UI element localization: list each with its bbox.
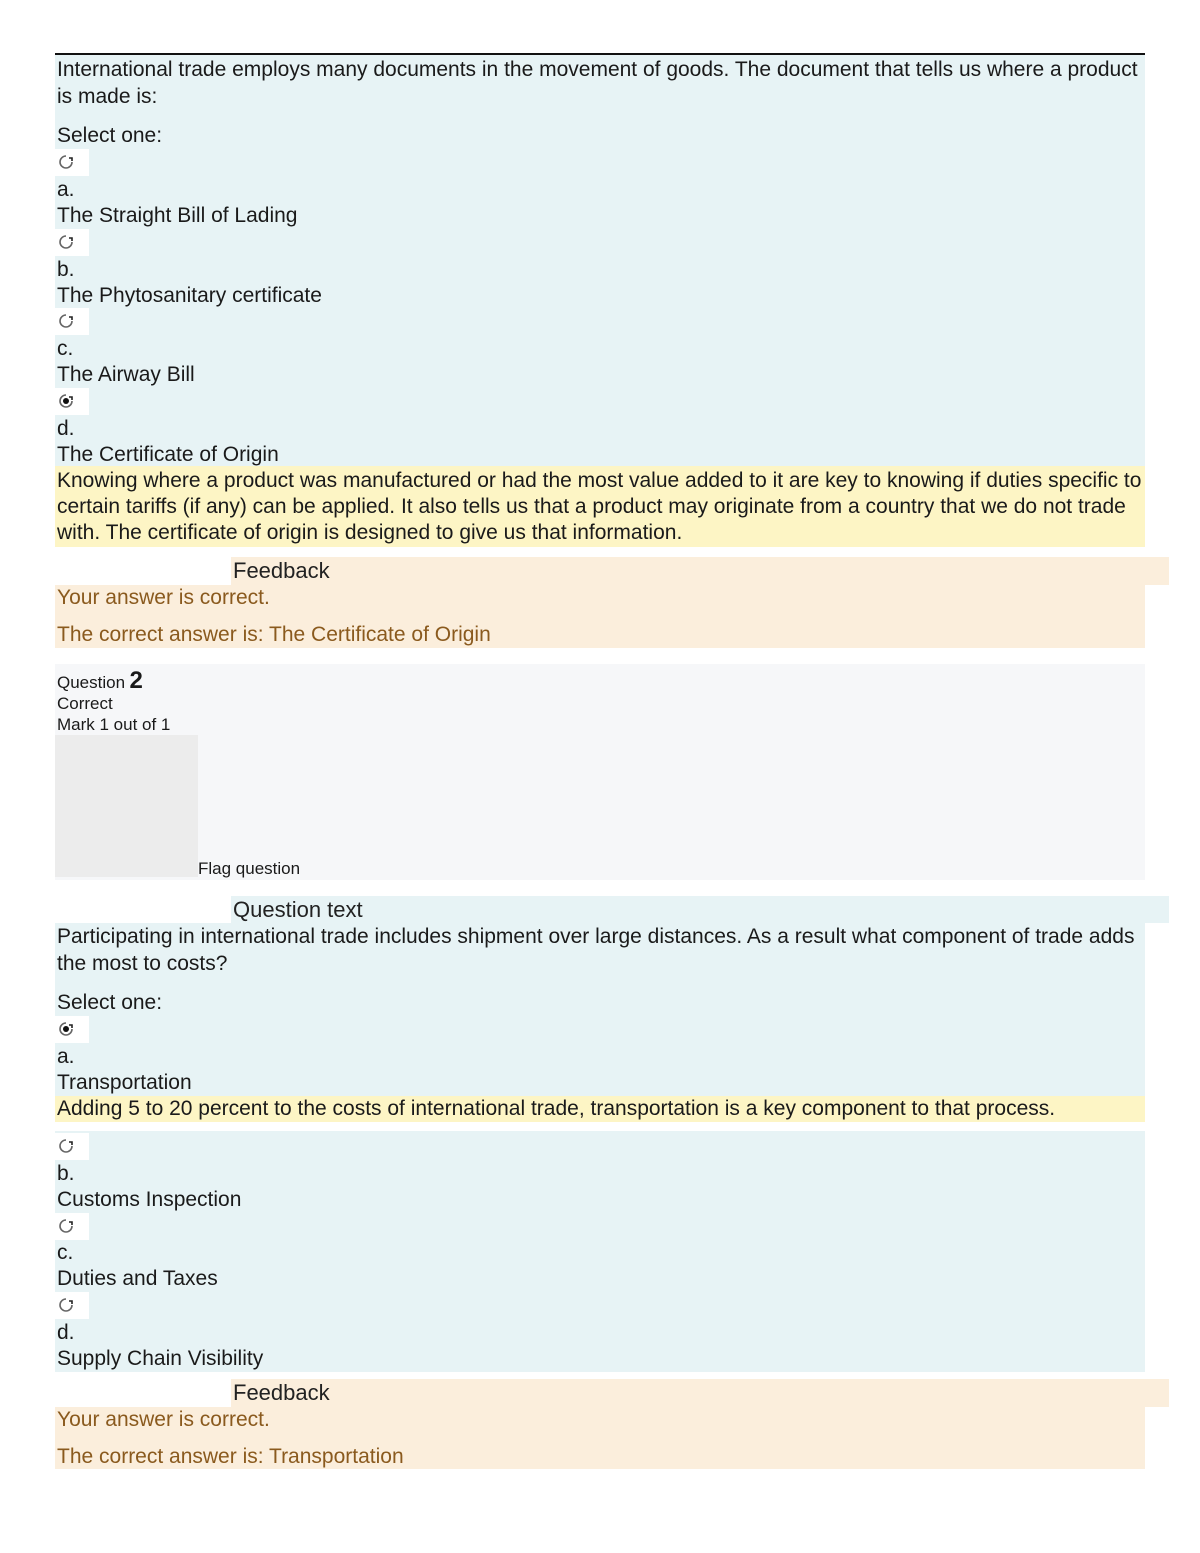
question-2-text-heading: Question text	[233, 897, 363, 922]
q2-option-a-radio-selected[interactable]	[59, 1022, 73, 1036]
q2-feedback-heading-bar	[231, 1379, 1169, 1407]
question-2-prompt: Select one:	[57, 991, 163, 1014]
q1-option-b-radio[interactable]	[59, 235, 73, 249]
question-2-number: 2	[129, 667, 143, 694]
q1-feedback-heading: Feedback	[233, 558, 330, 583]
question-2-label: Question	[57, 673, 126, 692]
question-1-prompt: Select one:	[57, 124, 163, 147]
question-2-number-line	[57, 668, 143, 696]
question-1-text: International trade employs many documents in the movement of goods. The document that tells us where a product is made is:	[57, 58, 1138, 108]
q1-option-a-letter: a.	[57, 178, 75, 201]
q2-option-b-radio[interactable]	[59, 1139, 73, 1153]
q2-correct-answer: The correct answer is: Transportation	[57, 1445, 404, 1468]
q1-option-b-label[interactable]: The Phytosanitary certificate	[57, 284, 322, 307]
q1-option-a-label[interactable]: The Straight Bill of Lading	[57, 204, 298, 227]
q2-feedback-heading: Feedback	[233, 1380, 330, 1405]
q1-option-c-letter: c.	[57, 337, 74, 360]
q2-option-c-letter: c.	[57, 1241, 74, 1264]
q2-option-c-label[interactable]: Duties and Taxes	[57, 1267, 218, 1290]
flag-question-link[interactable]: Flag question	[198, 859, 301, 878]
q1-option-d-label[interactable]: The Certificate of Origin	[57, 443, 279, 466]
q2-option-a-label[interactable]: Transportation	[57, 1071, 192, 1094]
question-1-formulation	[55, 55, 1145, 466]
q2-specific-feedback: Adding 5 to 20 percent to the costs of international trade, transportation is a key component to that process.	[57, 1097, 1056, 1120]
question-2-info-panel	[55, 664, 1145, 880]
q2-option-d-letter: d.	[57, 1321, 75, 1344]
question-2-formulation-cont	[55, 1131, 1145, 1372]
q2-option-a-letter: a.	[57, 1045, 75, 1068]
q2-feedback-result: Your answer is correct.	[57, 1408, 270, 1431]
q2-option-b-letter: b.	[57, 1162, 75, 1185]
q1-option-d-radio-selected[interactable]	[59, 394, 73, 408]
flag-icon-placeholder[interactable]	[55, 735, 198, 877]
q1-option-a-radio[interactable]	[59, 155, 73, 169]
q1-option-c-label[interactable]: The Airway Bill	[57, 363, 195, 386]
q1-option-c-radio[interactable]	[59, 314, 73, 328]
q2-option-d-label[interactable]: Supply Chain Visibility	[57, 1347, 264, 1370]
q1-feedback-heading-bar	[231, 557, 1169, 585]
question-2-text: Participating in international trade includes shipment over large distances. As a result what component of trade adds the most to costs?	[57, 925, 1135, 975]
q1-option-b-letter: b.	[57, 258, 75, 281]
question-2-text-heading-bar	[231, 896, 1169, 923]
question-2-grade: Mark 1 out of 1	[57, 715, 171, 734]
q2-option-b-label[interactable]: Customs Inspection	[57, 1188, 242, 1211]
q2-option-d-radio[interactable]	[59, 1298, 73, 1312]
q2-option-c-radio[interactable]	[59, 1219, 73, 1233]
q1-option-d-letter: d.	[57, 417, 75, 440]
q1-feedback-result: Your answer is correct.	[57, 586, 270, 609]
q1-correct-answer: The correct answer is: The Certificate of Origin	[57, 623, 491, 646]
question-2-state: Correct	[57, 694, 113, 713]
q1-specific-feedback: Knowing where a product was manufactured or had the most value added to it are key to knowing if duties specific to certain tariffs (if any) can be applied. It also tells us that a product may originate from a country that we do not trade with. The certificate of origin is designed to give us that information.	[57, 469, 1142, 544]
